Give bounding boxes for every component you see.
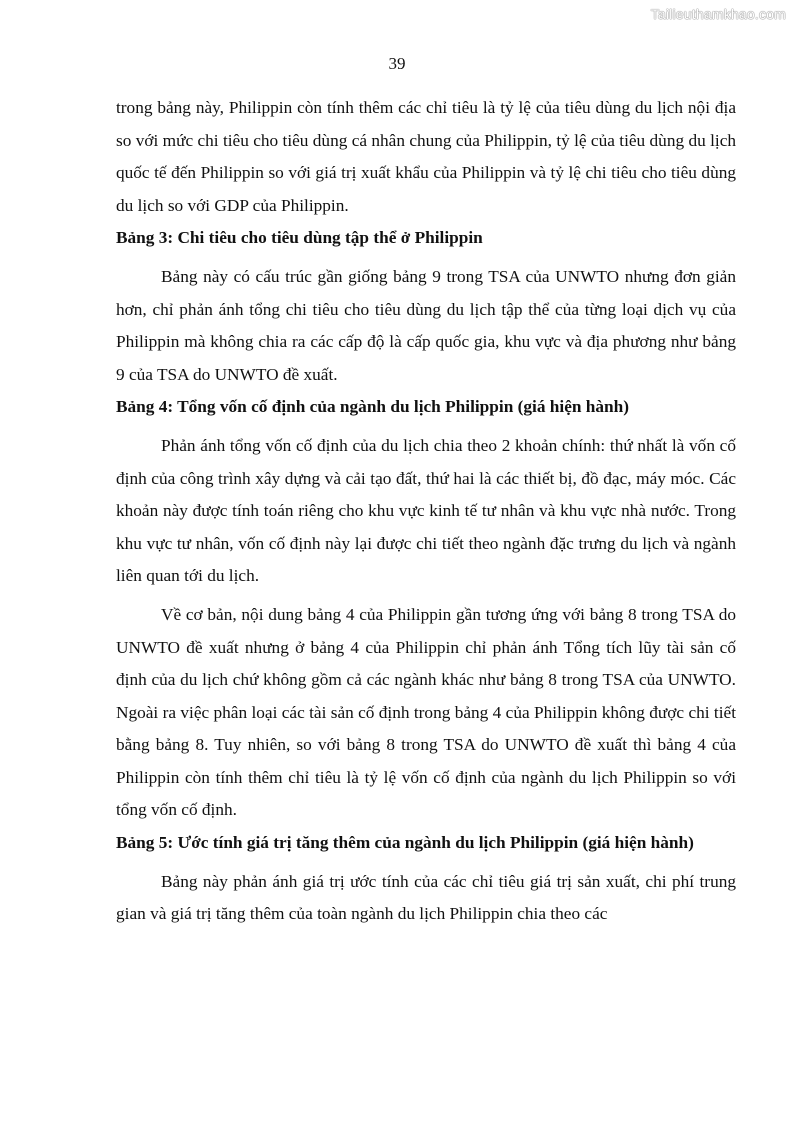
paragraph-table-4-comparison: Về cơ bản, nội dung bảng 4 của Philippin gần tương ứng với bảng 8 trong TSA do UNWTO đề xuất nhưng ở bảng 4 của Philippin chỉ phản ánh Tổng tích lũy tài sản cố định của du lịch chứ không gồm cả các ngành khác như bảng 8 trong TSA của UNWTO. Ngoài ra việc phân loại các tài sản cố định trong bảng 4 của Philippin không được chi tiết bằng bảng 8. Tuy nhiên, so với bảng 8 trong TSA do UNWTO đề xuất thì bảng 4 của Philippin còn tính thêm chỉ tiêu là tỷ lệ vốn cố định của ngành du lịch Philippin so với tổng vốn cố định. [116, 604, 736, 820]
heading-table-5: Bảng 5: Ước tính giá trị tăng thêm của ngành du lịch Philippin (giá hiện hành) [116, 833, 694, 853]
paragraph-continuation: trong bảng này, Philippin còn tính thêm các chỉ tiêu là tỷ lệ của tiêu dùng du lịch nội địa so với mức chi tiêu cho tiêu dùng cá nhân chung của Philippin, tỷ lệ của tiêu dùng du lịch quốc tế đến Philippin so với giá trị xuất khẩu của Philippin và tỷ lệ chi tiêu cho tiêu dùng du lịch so với GDP của Philippin. [116, 98, 736, 215]
paragraph-table-4-description: Phản ánh tổng vốn cố định của du lịch chia theo 2 khoản chính: thứ nhất là vốn cố định của công trình xây dựng và cải tạo đất, thứ hai là các thiết bị, đồ đạc, máy móc. Các khoản này được tính toán riêng cho khu vực kinh tế tư nhân và khu vực nhà nước. Trong khu vực tư nhân, vốn cố định này lại được chi tiết theo ngành đặc trưng du lịch và ngành liên quan tới du lịch. [116, 435, 736, 586]
watermark-text: Tailieuthamkhao.com [650, 6, 786, 22]
heading-table-4: Bảng 4: Tổng vốn cố định của ngành du lịch Philippin (giá hiện hành) [116, 397, 630, 417]
page-number: 39 [388, 54, 406, 73]
heading-table-3: Bảng 3: Chi tiêu cho tiêu dùng tập thể ở Philippin [116, 228, 483, 248]
paragraph-table-3-description: Bảng này có cấu trúc gần giống bảng 9 trong TSA của UNWTO nhưng đơn giản hơn, chỉ phản ánh tổng chi tiêu cho tiêu dùng du lịch tập thể của từng loại dịch vụ của Philippin mà không chia ra các cấp độ là cấp quốc gia, khu vực và địa phương như bảng 9 của TSA do UNWTO đề xuất. [116, 266, 736, 384]
document-body [116, 92, 736, 931]
paragraph-table-5-description: Bảng này phản ánh giá trị ước tính của các chỉ tiêu giá trị sản xuất, chi phí trung gian và giá trị tăng thêm của toàn ngành du lịch Philippin chia theo các [116, 871, 736, 924]
